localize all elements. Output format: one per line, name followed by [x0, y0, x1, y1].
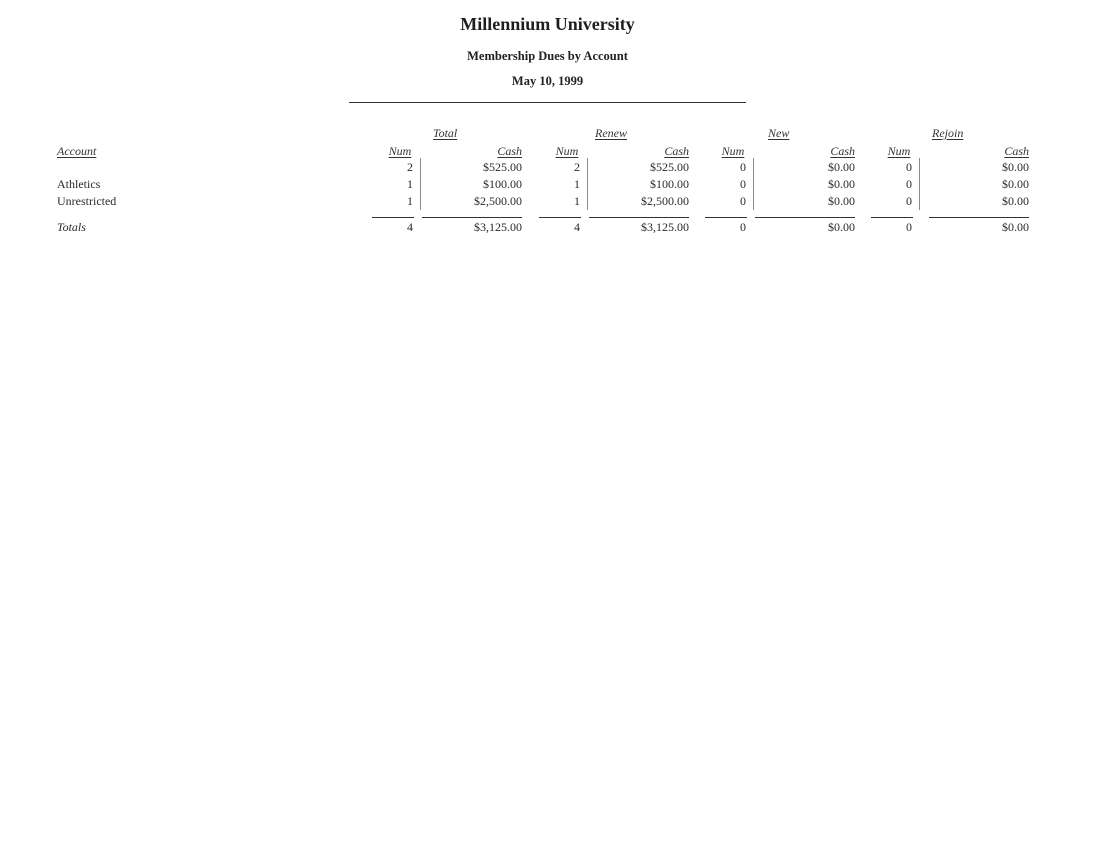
totals-cell: $3,125.00: [641, 220, 689, 234]
table-row-cell: $0.00: [1002, 160, 1029, 174]
table-row-cell: $100.00: [483, 177, 522, 191]
totals-rule: [755, 217, 855, 218]
totals-rule: [589, 217, 689, 218]
report-title: Millennium University: [460, 14, 635, 34]
table-row-cell: 2: [407, 160, 413, 174]
renew-num-header: Num: [555, 144, 579, 158]
table-row-cell: $0.00: [1002, 194, 1029, 208]
totals-cell: 4: [574, 220, 580, 234]
table-row-cell: 0: [740, 160, 746, 174]
table-row-cell: $2,500.00: [641, 194, 689, 208]
totals-cell: 0: [906, 220, 912, 234]
table-row-cell: $0.00: [828, 160, 855, 174]
account-column-header: Account: [57, 144, 97, 158]
new-num-header: Num: [721, 144, 745, 158]
rejoin-num-header: Num: [887, 144, 911, 158]
group-header-renew: Renew: [595, 126, 627, 140]
table-row-cell: $0.00: [828, 177, 855, 191]
table-row-cell: 0: [740, 194, 746, 208]
table-row-cell: $2,500.00: [474, 194, 522, 208]
table-row-cell: 0: [906, 194, 912, 208]
totals-cell: 4: [407, 220, 413, 234]
total-cash-header: Cash: [497, 144, 522, 158]
totals-cell: $0.00: [1002, 220, 1029, 234]
table-row-cell: $0.00: [1002, 177, 1029, 191]
table-row-cell: 2: [574, 160, 580, 174]
table-row-cell: 1: [407, 194, 413, 208]
table-row-cell: 0: [906, 177, 912, 191]
table-row-cell: 0: [906, 160, 912, 174]
totals-rule: [705, 217, 747, 218]
account-name: Athletics: [57, 177, 101, 191]
group-header-rejoin: Rejoin: [932, 126, 964, 140]
table-row-cell: 1: [574, 177, 580, 191]
table-row-cell: $100.00: [650, 177, 689, 191]
totals-label: Totals: [57, 220, 86, 234]
totals-rule: [372, 217, 414, 218]
totals-rule: [929, 217, 1029, 218]
table-row-cell: 0: [740, 177, 746, 191]
report-date: May 10, 1999: [511, 74, 584, 88]
totals-rule: [539, 217, 581, 218]
group-header-total: Total: [433, 126, 458, 140]
new-cash-header: Cash: [830, 144, 855, 158]
table-row-cell: 1: [407, 177, 413, 191]
total-num-header: Num: [388, 144, 412, 158]
rejoin-cash-header: Cash: [1004, 144, 1029, 158]
table-row-cell: 1: [574, 194, 580, 208]
renew-cash-header: Cash: [664, 144, 689, 158]
totals-cell: 0: [740, 220, 746, 234]
header-rule: [349, 102, 746, 103]
account-name: Unrestricted: [57, 194, 117, 208]
totals-rule: [871, 217, 913, 218]
group-header-new: New: [768, 126, 790, 140]
totals-cell: $3,125.00: [474, 220, 522, 234]
report-subtitle: Membership Dues by Account: [467, 49, 628, 63]
totals-rule: [422, 217, 522, 218]
table-row-cell: $0.00: [828, 194, 855, 208]
table-row-cell: $525.00: [650, 160, 689, 174]
table-row-cell: $525.00: [483, 160, 522, 174]
totals-cell: $0.00: [828, 220, 855, 234]
